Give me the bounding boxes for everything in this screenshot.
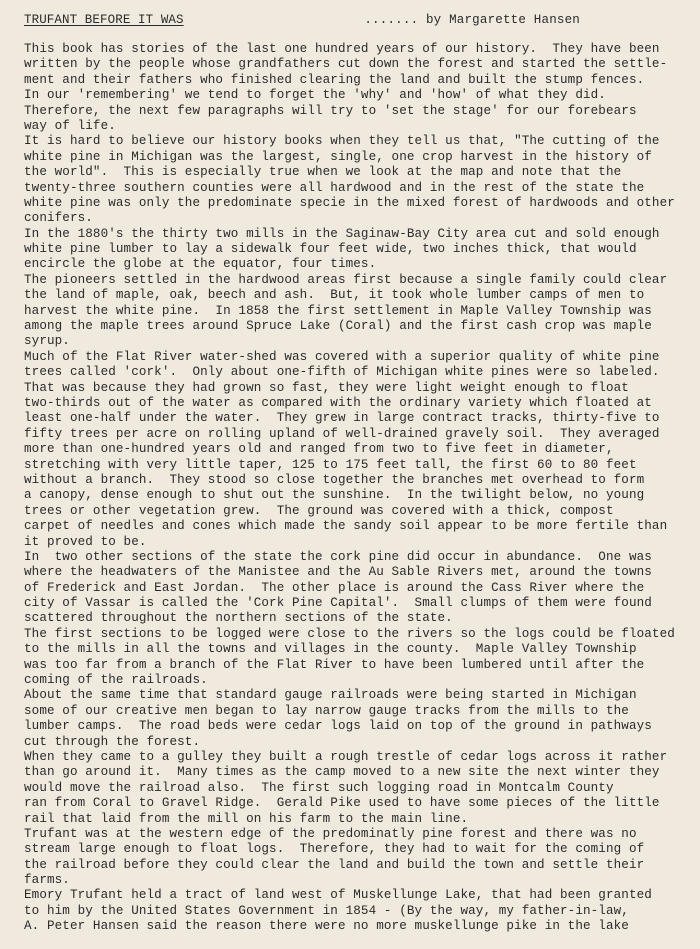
body-text-line: where the headwaters of the Manistee and the Au Sable Rivers met, around the towns <box>24 565 652 580</box>
body-text-line: of Frederick and East Jordan. The other place is around the Cass River where the <box>24 580 645 595</box>
body-text-line: ran from Coral to Gravel Ridge. Gerald Pike used to have some pieces of the little <box>24 796 660 811</box>
body-text-line: lumber camps. The road beds were cedar logs laid on top of the ground in pathways <box>24 719 652 734</box>
body-text-line: coming of the railroads. <box>24 673 208 688</box>
body-text-line: white pine in Michigan was the largest, single, one crop harvest in the history of <box>24 149 652 164</box>
body-text-line: cut through the forest. <box>24 734 201 749</box>
body-text-line: white pine lumber to lay a sidewalk four feet wide, two inches thick, that would <box>24 242 637 257</box>
body-text-line: the world". This is especially true when we look at the map and note that the <box>24 165 622 180</box>
body-text-line: The pioneers settled in the hardwood areas first because a single family could clear <box>24 272 668 287</box>
body-text-line: When they came to a gulley they built a rough trestle of cedar logs across it rather <box>24 749 668 764</box>
body-text-line: two-thirds out of the water as compared with the ordinary variety which floated at <box>24 395 652 410</box>
body-text-line: The first sections to be logged were close to the rivers so the logs could be floated <box>24 626 675 641</box>
body-text-line: trees or other vegetation grew. The ground was covered with a thick, compost <box>24 503 614 518</box>
body-text-line: farms. <box>24 873 70 888</box>
body-text-line: Trufant was at the western edge of the predominatly pine forest and there was no <box>24 826 637 841</box>
body-text-line: than go around it. Many times as the camp moved to a new site the next winter they <box>24 765 660 780</box>
body-text-line: city of Vassar is called the 'Cork Pine Capital'. Small clumps of them were found <box>24 596 652 611</box>
body-text-line: white pine was only the predominate specie in the mixed forest of hardwoods and other <box>24 195 675 210</box>
body-text-line: without a branch. They stood so close together the branches met overhead to form <box>24 472 645 487</box>
body-text-line: In two other sections of the state the cork pine did occur in abundance. One was <box>24 549 652 564</box>
body-text-line: It is hard to believe our history books when they tell us that, "The cutting of the <box>24 134 660 149</box>
body-text-line: would move the railroad also. The first such logging road in Montcalm County <box>24 780 614 795</box>
body-text-line: twenty-three southern counties were all hardwood and in the rest of the state the <box>24 180 645 195</box>
body-text-line: to the mills in all the towns and villages in the county. Maple Valley Township <box>24 642 637 657</box>
document-title: TRUFANT BEFORE IT WAS <box>24 13 184 27</box>
body-text-line: Emory Trufant held a tract of land west of Muskellunge Lake, that had been granted <box>24 888 652 903</box>
body-text-line: In our 'remembering' we tend to forget the 'why' and 'how' of what they did. <box>24 88 606 103</box>
body-text-line: written by the people whose grandfathers cut down the forest and started the settle- <box>24 57 668 72</box>
body-text-line: This book has stories of the last one hundred years of our history. They have been <box>24 42 660 56</box>
body-text-line: About the same time that standard gauge railroads were being started in Michigan <box>24 688 637 703</box>
body-text-line: In the 1880's the thirty two mills in the Saginaw-Bay City area cut and sold enough <box>24 226 660 241</box>
body-text-line: to him by the United States Government in 1854 - (By the way, my father-in-law, <box>24 903 629 918</box>
body-text-line: trees called 'cork'. Only about one-fifth of Michigan white pines were so labeled. <box>24 365 660 380</box>
body-text-line: syrup. <box>24 334 70 349</box>
body-text-line: rail that laid from the mill on his farm to the main line. <box>24 811 469 826</box>
body-text-line: stream large enough to float logs. Therefore, they had to wait for the coming of <box>24 842 645 857</box>
body-text-line: some of our creative men began to lay narrow gauge tracks from the mills to the <box>24 703 629 718</box>
body-text-line: way of life. <box>24 118 116 133</box>
body-text-line: carpet of needles and cones which made the sandy soil appear to be more fertile than <box>24 519 668 534</box>
body-text-line: the land of maple, oak, beech and ash. But, it took whole lumber camps of men to <box>24 288 645 303</box>
body-text-line: scattered throughout the northern sections of the state. <box>24 611 453 626</box>
body-text-line: conifers. <box>24 211 93 226</box>
body-text-line: more than one-hundred years old and ranged from two to five feet in diameter, <box>24 442 614 457</box>
body-text-line: least one-half under the water. They grew in large contract tracks, thirty-five to <box>24 411 660 426</box>
document-body <box>24 42 686 935</box>
body-text-line: fifty trees per acre on rolling upland of well-drained gravely soil. They averaged <box>24 426 660 441</box>
body-text-line: the railroad before they could clear the land and build the town and settle their <box>24 857 645 872</box>
document-header <box>24 12 686 28</box>
body-text-line: encircle the globe at the equator, four times. <box>24 257 377 272</box>
body-text-line: ment and their fathers who finished clearing the land and built the stump fences. <box>24 72 645 87</box>
body-text-line: among the maple trees around Spruce Lake (Coral) and the first cash crop was maple <box>24 319 652 334</box>
body-text-line: A. Peter Hansen said the reason there were no more muskellunge pike in the lake <box>24 919 629 934</box>
body-text-line: it proved to be. <box>24 534 147 549</box>
body-text-line: Much of the Flat River water-shed was covered with a superior quality of white pine <box>24 349 660 364</box>
body-text-line: a canopy, dense enough to shut out the sunshine. In the twilight below, no young <box>24 488 645 503</box>
body-text-line: harvest the white pine. In 1858 the first settlement in Maple Valley Township was <box>24 303 652 318</box>
body-text-line: That was because they had grown so fast, they were light weight enough to float <box>24 380 629 395</box>
body-text-line: stretching with very little taper, 125 to 175 feet tall, the first 60 to 80 feet <box>24 457 637 472</box>
body-text-line: Therefore, the next few paragraphs will try to 'set the stage' for our forebears <box>24 103 637 118</box>
body-text-line: was too far from a branch of the Flat River to have been lumbered until after the <box>24 657 645 672</box>
author-byline: ....... by Margarette Hansen <box>364 13 580 27</box>
